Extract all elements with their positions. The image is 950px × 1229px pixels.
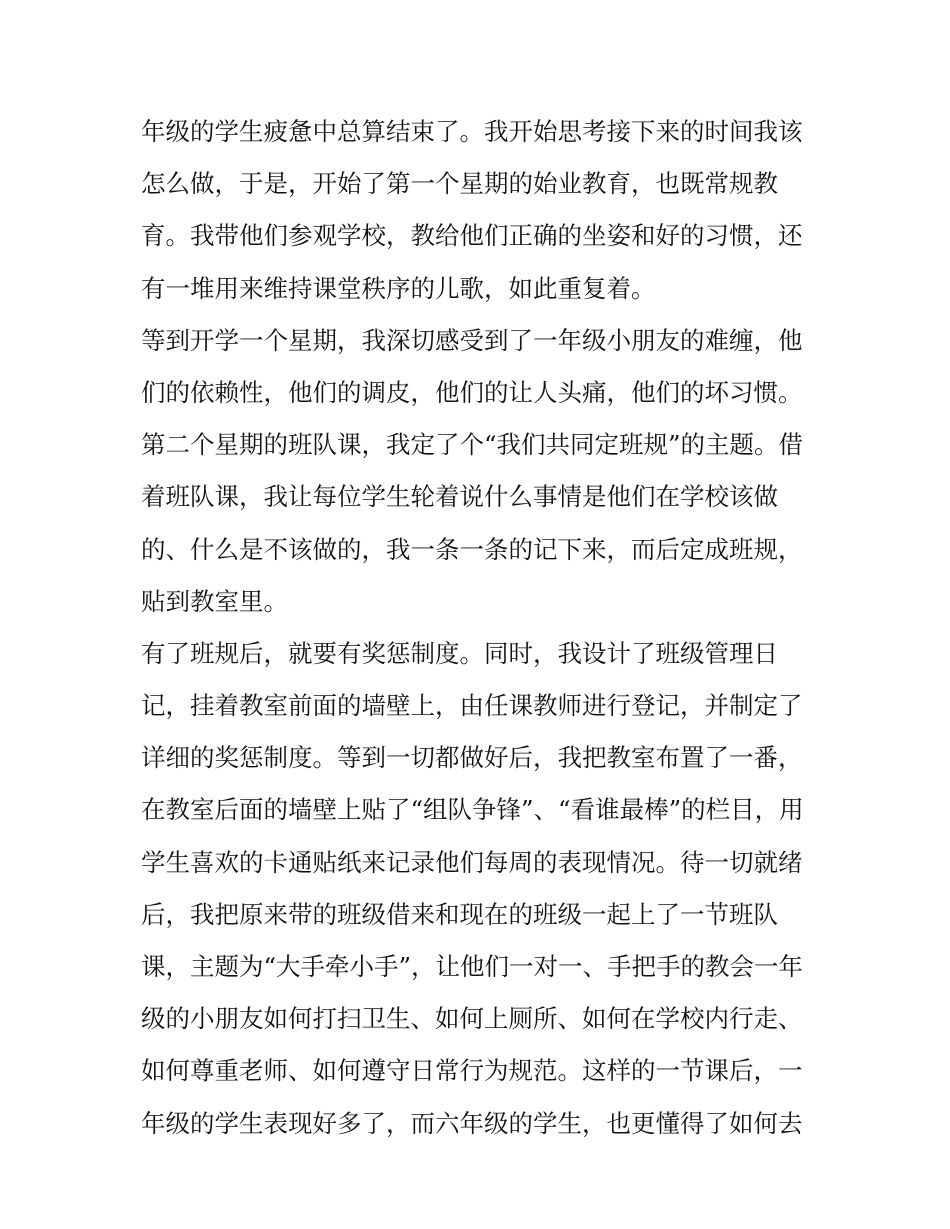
text-line: 们的依赖性，他们的调皮，他们的让人头痛，他们的坏习惯。 bbox=[141, 377, 803, 407]
text-line: 有了班规后，就要有奖惩制度。同时，我设计了班级管理日 bbox=[141, 638, 778, 668]
text-line: 详细的奖惩制度。等到一切都做好后，我把教室布置了一番， bbox=[141, 743, 803, 773]
text-line: 贴到教室里。 bbox=[141, 586, 288, 616]
text-line: 级的小朋友如何打扫卫生、如何上厕所、如何在学校内行走、 bbox=[141, 1004, 803, 1034]
text-line: 年级的学生表现好多了，而六年级的学生，也更懂得了如何去 bbox=[141, 1108, 803, 1138]
text-line: 在教室后面的墙壁上贴了“组队争锋”、“看谁最棒”的栏目，用 bbox=[141, 795, 804, 825]
text-line: 有一堆用来维持课堂秩序的儿歌，如此重复着。 bbox=[141, 273, 656, 303]
document-body bbox=[141, 106, 816, 1150]
text-line: 年级的学生疲惫中总算结束了。我开始思考接下来的时间我该 bbox=[141, 117, 803, 146]
text-line: 的、什么是不该做的，我一条一条的记下来，而后定成班规， bbox=[141, 534, 803, 564]
text-line: 学生喜欢的卡通贴纸来记录他们每周的表现情况。待一切就绪 bbox=[141, 847, 803, 877]
text-line: 育。我带他们参观学校，教给他们正确的坐姿和好的习惯，还 bbox=[141, 221, 803, 251]
text-line: 等到开学一个星期，我深切感受到了一年级小朋友的难缠，他 bbox=[141, 325, 803, 355]
text-line: 后，我把原来带的班级借来和现在的班级一起上了一节班队 bbox=[141, 899, 778, 929]
text-line: 着班队课，我让每位学生轮着说什么事情是他们在学校该做 bbox=[141, 482, 778, 512]
text-line: 课，主题为“大手牵小手”，让他们一对一、手把手的教会一年 bbox=[141, 952, 804, 981]
text-line: 记，挂着教室前面的墙壁上，由任课教师进行登记，并制定了 bbox=[141, 691, 803, 721]
text-line: 怎么做，于是，开始了第一个星期的始业教育，也既常规教 bbox=[141, 169, 778, 199]
text-line: 第二个星期的班队课，我定了个“我们共同定班规”的主题。借 bbox=[141, 430, 804, 460]
text-line: 如何尊重老师、如何遵守日常行为规范。这样的一节课后，一 bbox=[141, 1056, 803, 1086]
